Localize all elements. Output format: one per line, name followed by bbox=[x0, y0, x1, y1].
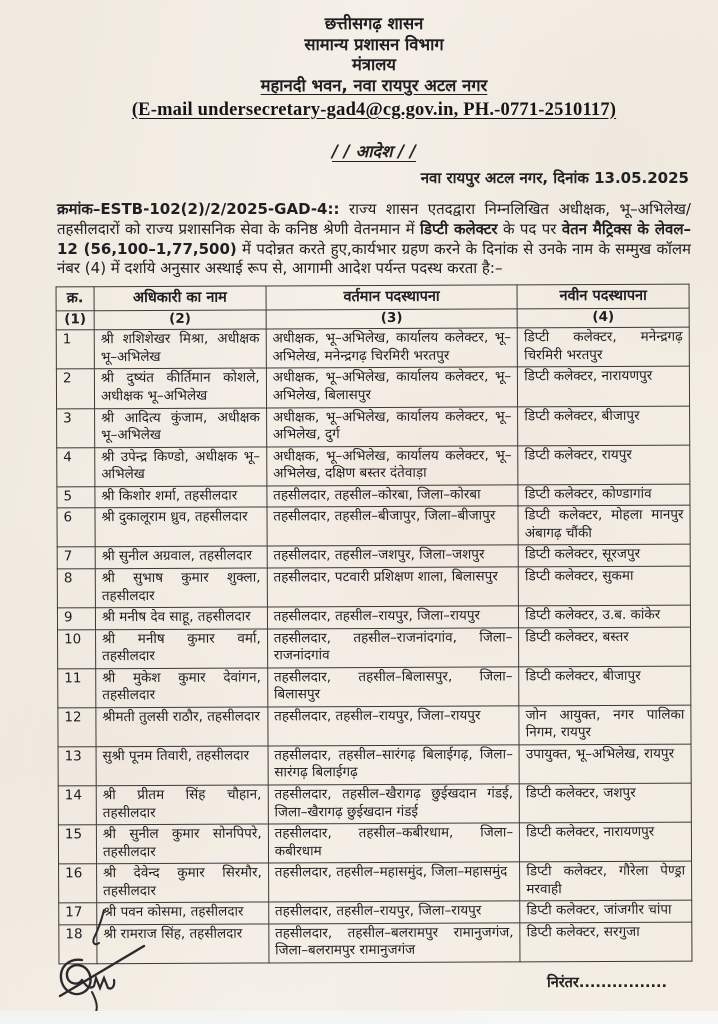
current-posting: तहसीलदार, पटवारी प्रशिक्षण शाला, बिलासपुर bbox=[267, 567, 519, 607]
table-row bbox=[57, 406, 690, 448]
current-posting: तहसीलदार, तहसील–खैरागढ़ छुईखदान गंडई, जिला–खैरागढ़ छुईखदान गंडई bbox=[268, 784, 520, 824]
serial-number: 16 bbox=[59, 864, 97, 903]
table-row bbox=[58, 627, 691, 669]
place-date-line: नवा रायपुर अटल नगर, दिनांक 13.05.2025 bbox=[420, 168, 689, 187]
current-posting: तहसीलदार, तहसील–सारंगढ़ बिलाईगढ़, जिला–सारंगढ़ बिलाईगढ़ bbox=[268, 745, 520, 785]
table-row bbox=[56, 328, 689, 370]
new-posting: डिप्टी कलेक्टर, बस्तर bbox=[519, 627, 691, 667]
column-number: (1) bbox=[56, 311, 94, 331]
serial-number: 8 bbox=[57, 569, 95, 608]
current-posting: तहसीलदार, तहसील–बीजापुर, जिला–बीजापुर bbox=[267, 507, 519, 547]
officer-name: श्री मनीष देव साहू, तहसीलदार bbox=[95, 607, 267, 629]
current-posting: तहसीलदार, तहसील–रायपुर, जिला–रायपुर bbox=[267, 606, 519, 629]
new-posting: डिप्टी कलेक्टर, गौरेला पेण्ड्रा मरवाही bbox=[520, 862, 692, 902]
serial-number: 6 bbox=[57, 508, 95, 547]
current-posting: तहसीलदार, तहसील–बिलासपुर, जिला–बिलासपुर bbox=[267, 667, 519, 707]
column-header: क्र. bbox=[56, 287, 94, 311]
table-row bbox=[58, 823, 691, 865]
new-posting: डिप्टी कलेक्टर, नारायणपुर bbox=[520, 823, 692, 863]
column-header: नवीन पदस्थापना bbox=[517, 284, 689, 309]
serial-number: 11 bbox=[58, 669, 96, 708]
serial-number: 17 bbox=[59, 903, 97, 925]
officer-name: श्री पवन कोसमा, तहसीलदार bbox=[97, 903, 269, 925]
new-posting: डिप्टी कलेक्टर, रायपुर bbox=[518, 445, 690, 485]
current-posting: तहसीलदार, तहसील–रायपुर, जिला–रायपुर bbox=[268, 901, 520, 924]
department-name: सामान्य प्रशासन विभाग bbox=[304, 34, 444, 54]
new-posting: डिप्टी कलेक्टर, बीजापुर bbox=[518, 406, 690, 446]
new-posting: डिप्टी कलेक्टर, जशपुर bbox=[519, 783, 691, 823]
officer-name: श्रीमती तुलसी राठौर, तहसीलदार bbox=[96, 707, 268, 747]
officer-name: श्री दुष्यंत कीर्तिमान कोशले, अधीक्षक भू–अभिलेख bbox=[94, 369, 266, 409]
serial-number: 3 bbox=[57, 409, 95, 448]
officer-name: श्री दुकालूराम ध्रुव, तहसीलदार bbox=[95, 508, 267, 548]
serial-number: 4 bbox=[57, 448, 95, 487]
ministry-line: मंत्रालय bbox=[351, 55, 396, 75]
officer-name: श्री शशिशेखर मिश्रा, अधीक्षक भू–अभिलेख bbox=[94, 330, 266, 370]
new-posting: डिप्टी कलेक्टर, मोहला मानपुर अंबागढ़ चौंकी bbox=[518, 506, 690, 546]
current-posting: तहसीलदार, तहसील–जशपुर, जिला–जशपुर bbox=[267, 546, 519, 569]
column-number: (4) bbox=[517, 308, 689, 328]
table-row bbox=[56, 367, 689, 409]
serial-number: 2 bbox=[56, 370, 94, 409]
column-header: अधिकारी का नाम bbox=[94, 286, 266, 311]
current-posting: अधीक्षक, भू–अभिलेख, कार्यालय कलेक्टर, भू–अभिलेख, दक्षिण बस्तर दंतेवाड़ा bbox=[266, 446, 518, 486]
serial-number: 1 bbox=[56, 330, 94, 369]
serial-number: 15 bbox=[58, 825, 96, 864]
body-segment: क्रमांक–ESTB-102(2)/2/2025-GAD-4:: bbox=[57, 199, 340, 218]
officer-name: श्री रामराज सिंह, तहसीलदार bbox=[97, 924, 269, 964]
current-posting: तहसीलदार, तहसील–बलरामपुर रामानुजगंज, जिला–बलरामपुर रामानुजगंज bbox=[269, 923, 521, 963]
table-row bbox=[59, 862, 692, 904]
officer-name: श्री प्रीतम सिंह चौहान, तहसीलदार bbox=[96, 785, 268, 825]
officer-name: सुश्री पूनम तिवारी, तहसीलदार bbox=[96, 746, 268, 786]
current-posting: तहसीलदार, तहसील–कबीरधाम, जिला–कबीरधाम bbox=[268, 823, 520, 863]
officer-name: श्री उपेन्द्र किण्डो, अधीक्षक भू–अभिलेख bbox=[95, 447, 267, 487]
new-posting: डिप्टी कलेक्टर, नारायणपुर bbox=[518, 367, 690, 407]
letterhead bbox=[57, 14, 691, 122]
order-body-paragraph bbox=[57, 200, 691, 280]
officer-name: श्री सुनील कुमार सोनपिपरे, तहसीलदार bbox=[96, 824, 268, 864]
new-posting: डिप्टी कलेक्टर, कोण्डागांव bbox=[518, 484, 690, 506]
current-posting: तहसीलदार, तहसील–रायपुर, जिला–रायपुर bbox=[268, 706, 520, 746]
column-header: वर्तमान पदस्थापना bbox=[266, 285, 518, 310]
current-posting: अधीक्षक, भू–अभिलेख, कार्यालय कलेक्टर, भू–अभिलेख, बिलासपुर bbox=[266, 368, 518, 408]
current-posting: अधीक्षक, भू–अभिलेख, कार्यालय कलेक्टर, भू–अभिलेख, दुर्ग bbox=[266, 407, 518, 447]
serial-number: 10 bbox=[58, 630, 96, 669]
table-row bbox=[58, 666, 691, 708]
serial-number: 12 bbox=[58, 708, 96, 747]
email-phone-line: (E-mail undersecretary-gad4@cg.gov.in, PH.-0771-2510117) bbox=[131, 99, 617, 120]
serial-number: 14 bbox=[58, 786, 96, 825]
continuation-note: निरंतर................ bbox=[546, 975, 667, 992]
officer-name: श्री मनीष कुमार वर्मा, तहसीलदार bbox=[95, 629, 267, 669]
govt-name: छत्तीसगढ़ शासन bbox=[324, 14, 424, 33]
table-row bbox=[57, 445, 690, 487]
officer-name: श्री देवेन्द कुमार सिरमौर, तहसीलदार bbox=[97, 863, 269, 903]
serial-number: 18 bbox=[59, 925, 97, 964]
column-number: (3) bbox=[266, 309, 518, 330]
new-posting: डिप्टी कलेक्टर, मनेन्द्रगढ़ चिरमिरी भरतपुर bbox=[517, 328, 689, 368]
table-body bbox=[56, 328, 692, 964]
body-segment: राज्य शासन एतदद्वारा निम्नलिखित अधीक्षक, भू–अभिलेख/तहसीलदारों को राज्य प्रशासनिक सेवा के कनिष्ठ श्रेणी वेतनमान में bbox=[57, 199, 691, 238]
current-posting: तहसीलदार, तहसील–महासमुंद, जिला–महासमुंद bbox=[268, 862, 520, 902]
posting-table bbox=[56, 284, 693, 965]
officer-name: श्री सुनील अग्रवाल, तहसीलदार bbox=[95, 547, 267, 569]
new-posting: डिप्टी कलेक्टर, सरगुजा bbox=[520, 922, 692, 962]
body-segment: वेतन मैट्रिक्स के लेवल–12 (56,100–1,77,500) bbox=[57, 219, 691, 258]
current-posting: अधीक्षक, भू–अभिलेख, कार्यालय कलेक्टर, भू–अभिलेख, मनेन्द्रगढ़ चिरमिरी भरतपुर bbox=[266, 329, 518, 369]
signature-scribble-icon bbox=[52, 908, 162, 1018]
current-posting: तहसीलदार, तहसील–राजनांदगांव, जिला–राजनांदगांव bbox=[267, 628, 519, 668]
table-row bbox=[57, 506, 690, 548]
officer-name: श्री आदित्य कुंजाम, अधीक्षक भू–अभिलेख bbox=[95, 408, 267, 448]
table-row bbox=[58, 783, 691, 825]
new-posting: जोन आयुक्त, नगर पालिका निगम, रायपुर bbox=[519, 705, 691, 745]
body-segment: डिप्टी कलेक्टर bbox=[420, 219, 498, 238]
body-segment: के पद पर bbox=[497, 219, 562, 238]
new-posting: डिप्टी कलेक्टर, सूरजपुर bbox=[518, 545, 690, 567]
body-segment: में पदोन्नत करते हुए,कार्यभार ग्रहण करने के दिनांक से उनके नाम के सम्मुख कॉलम नंबर (4) में दर्शाये अनुसार अस्थाई रूप से, आगामी आदेश पर्यन्त पदस्थ करता है:– bbox=[57, 239, 691, 278]
officer-name: श्री सुभाष कुमार शुक्ला, तहसीलदार bbox=[95, 568, 267, 608]
order-heading: / / आदेश / / bbox=[332, 141, 416, 161]
table-row bbox=[58, 705, 691, 747]
document-content bbox=[57, 14, 691, 992]
officer-name: श्री किशोर शर्मा, तहसीलदार bbox=[95, 486, 267, 508]
new-posting: डिप्टी कलेक्टर, बीजापुर bbox=[519, 666, 691, 706]
new-posting: डिप्टी कलेक्टर, जांजगीर चांपा bbox=[520, 901, 692, 923]
scan-edge-strip bbox=[0, 1011, 718, 1024]
officer-name: श्री मुकेश कुमार देवांगन, तहसीलदार bbox=[96, 668, 268, 708]
table-header bbox=[56, 284, 689, 330]
serial-number: 5 bbox=[57, 487, 95, 509]
serial-number: 13 bbox=[58, 747, 96, 786]
current-posting: तहसीलदार, तहसील–कोरबा, जिला–कोरबा bbox=[267, 485, 519, 508]
table-row bbox=[58, 744, 691, 786]
new-posting: डिप्टी कलेक्टर, उ.ब. कांकेर bbox=[519, 606, 691, 628]
new-posting: डिप्टी कलेक्टर, सुकमा bbox=[519, 566, 691, 606]
address-line: महानदी भवन, नवा रायपुर अटल नगर bbox=[260, 75, 488, 95]
serial-number: 9 bbox=[57, 608, 95, 630]
table-row bbox=[57, 566, 690, 608]
serial-number: 7 bbox=[57, 547, 95, 569]
new-posting: उपायुक्त, भू–अभिलेख, रायपुर bbox=[519, 744, 691, 784]
column-number: (2) bbox=[94, 310, 266, 330]
